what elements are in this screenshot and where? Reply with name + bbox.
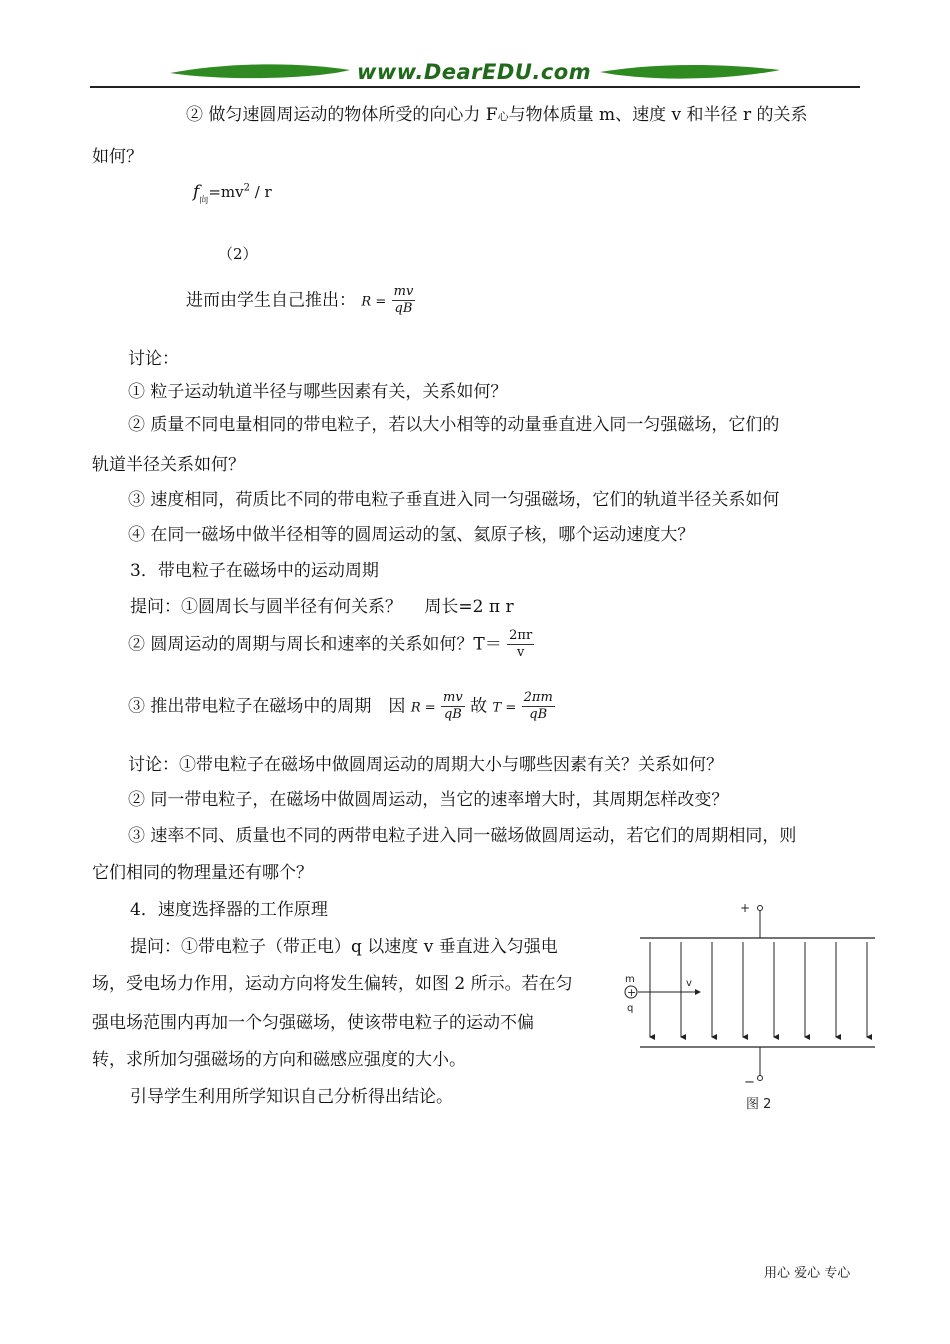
discussion-item-2-cont: 轨道半径关系如何？ — [92, 455, 245, 475]
period-discussion-3: ③ 速率不同、质量也不同的两带电粒子进入同一磁场做圆周运动，若它们的周期相同，则 — [128, 826, 797, 846]
minus-terminal-label: − — [744, 1075, 755, 1090]
bottom-terminal — [758, 1076, 763, 1081]
section-4-title: 4．速度选择器的工作原理 — [130, 900, 328, 920]
selector-question-line-4: 转，求所加匀强磁场的方向和磁感应强度的大小。 — [92, 1050, 466, 1070]
selector-question-line-3: 强电场范围内再加一个匀强磁场，使该带电粒子的运动不偏 — [92, 1013, 534, 1033]
plus-terminal-label: + — [740, 901, 751, 915]
formula-centripetal: $f_向=mv^2 / r$ — [193, 182, 272, 206]
question-line-2: 如何？ — [92, 147, 143, 167]
mass-label: m — [625, 974, 635, 985]
selector-question-line-1: 提问：①带电粒子（带正电）q 以速度 v 垂直进入匀强电 — [130, 937, 558, 957]
question-derive-period: ③ 推出带电粒子在磁场中的周期 因 R = $\frac{mv}{qB}$ 故 T = $\frac{2\pi m}{qB}$ — [128, 690, 553, 723]
figure-caption: 图 2 — [746, 1097, 772, 1112]
top-terminal — [758, 906, 763, 911]
site-logo-text: www.DearEDU.com — [357, 60, 592, 84]
section-3-title: 3．带电粒子在磁场中的运动周期 — [130, 561, 379, 581]
discussion-item-4: ④ 在同一磁场中做半径相等的圆周运动的氢、氦原子核，哪个运动速度大？ — [128, 525, 695, 545]
derive-line: 进而由学生自己推出： R = $\frac{mv}{qB}$ — [186, 284, 414, 317]
selector-question-line-2: 场，受电场力作用，运动方向将发生偏转，如图 2 所示。若在匀 — [92, 974, 573, 994]
period-discussion-2: ② 同一带电粒子，在磁场中做圆周运动，当它的速率增大时，其周期怎样改变？ — [128, 790, 729, 810]
discussion-item-1: ① 粒子运动轨道半径与哪些因素有关，关系如何？ — [128, 382, 508, 402]
figure-2-velocity-selector — [620, 895, 890, 1120]
period-discussion-3-cont: 它们相同的物理量还有哪个？ — [92, 863, 313, 883]
question-period: ② 圆周运动的周期与周长和速率的关系如何？T＝ $\frac{2\pi r}{v}$ — [128, 628, 533, 661]
electric-field-lines — [650, 942, 867, 1037]
discussion-item-2: ② 质量不同电量相同的带电粒子，若以大小相等的动量垂直进入同一匀强磁场，它们的 — [128, 415, 780, 435]
header-divider — [90, 86, 860, 88]
footer-slogan: 用心 爱心 专心 — [764, 1266, 851, 1281]
charge-label: q — [627, 1003, 634, 1014]
guide-line: 引导学生利用所学知识自己分析得出结论。 — [130, 1087, 453, 1107]
period-discussion-1: 讨论：①带电粒子在磁场中做圆周运动的周期大小与哪些因素有关？关系如何？ — [128, 755, 723, 775]
discussion-heading: 讨论： — [128, 349, 179, 369]
svg-text:+: + — [627, 986, 637, 999]
velocity-label: v — [686, 978, 692, 989]
question-circumference: 提问：①圆周长与圆半径有何关系？ 周长=2 π r — [130, 597, 514, 617]
discussion-item-3: ③ 速度相同，荷质比不同的带电粒子垂直进入同一匀强磁场，它们的轨道半径关系如何 — [128, 490, 780, 510]
question-line-1: ② 做匀速圆周运动的物体所受的向心力 F心与物体质量 m、速度 v 和半径 r 的关系 — [186, 105, 808, 125]
equation-number: （2） — [218, 245, 258, 263]
